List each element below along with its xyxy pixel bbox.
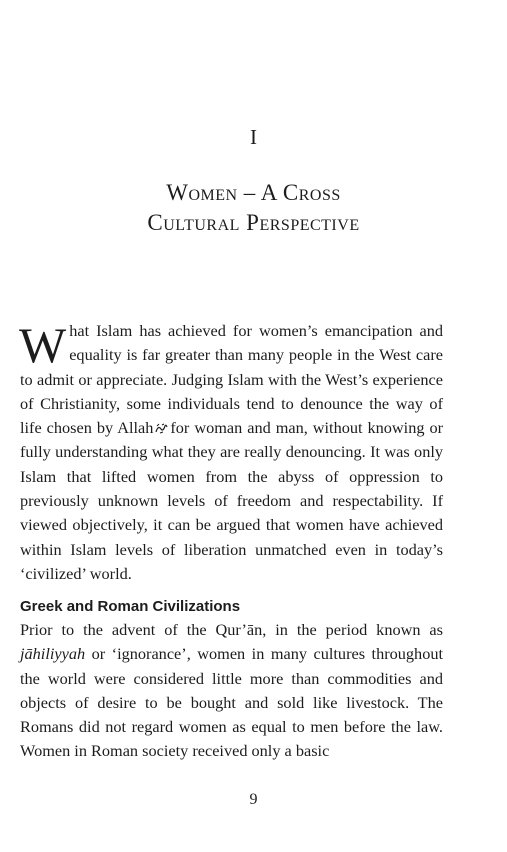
intro-text-part-2: for woman and man, without knowing or fully understanding what they are really denouncing. It was only Islam that lifted women from the abyss of oppression to previously unknown levels of freedom and respectability. If viewed objectively, it can be argued that women have achieved within Islam levels of liberation unmatched even in today’s ‘civilized’ world. xyxy=(20,418,444,583)
page-number: 9 xyxy=(249,791,258,808)
section-paragraph xyxy=(20,618,443,764)
section-text-start: Prior to the advent of the Qur’ān, in the period known as xyxy=(20,620,443,639)
section-heading: Greek and Roman Civilizations xyxy=(20,598,241,615)
intro-text-part-1: hat Islam has achieved for women’s emancipation and equality is far greater than many people in the West care to admit or appreciate. Judging Islam with the West’s experience of Christianity, some individuals tend to denounce the way of life chosen by Allah xyxy=(20,321,443,438)
chapter-title-line-2: Cultural Perspective xyxy=(147,210,360,235)
transliterated-term: jāhiliyyah xyxy=(20,644,86,664)
honorific-calligraphy-icon xyxy=(155,417,168,428)
intro-paragraph xyxy=(20,319,443,586)
section-text-rest: or ‘ignorance’, women in many cultures throughout the world were considered little more than commodities and objects of desire to be bought and sold like livestock. The Romans did not regard women as equal to men before the law. Women in Roman society received only a basic xyxy=(20,644,443,761)
chapter-number: I xyxy=(250,125,257,149)
drop-cap: W xyxy=(19,317,67,373)
chapter-title xyxy=(0,178,507,238)
chapter-title-line-1: Women – A Cross xyxy=(166,180,341,205)
